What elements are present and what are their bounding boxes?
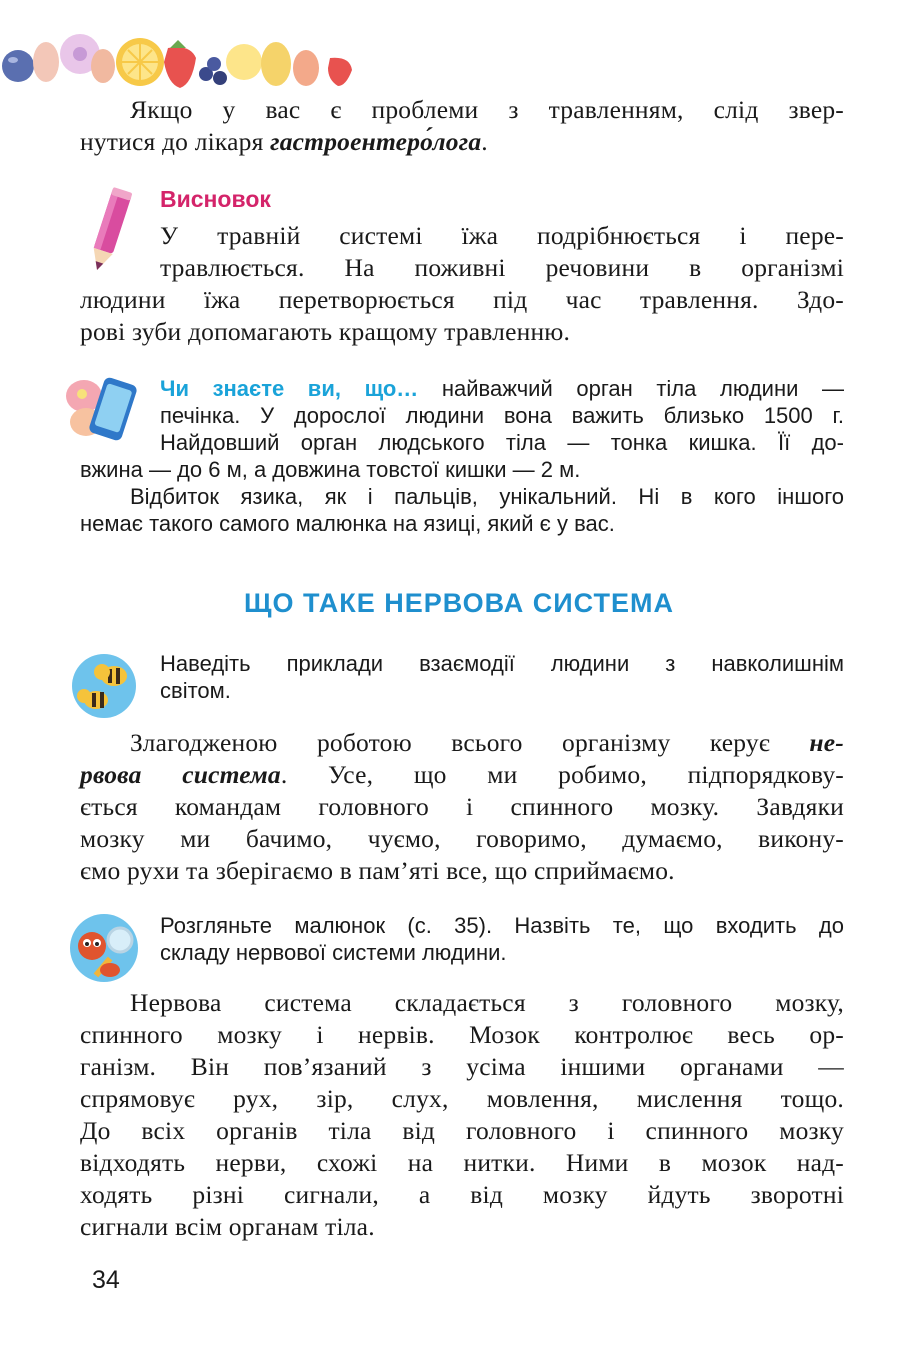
term-gastroenterologist: гастроентеро́лога: [270, 127, 482, 156]
intro-line-2: нутися до лікаря гастроентеро́лога.: [80, 127, 488, 156]
conclusion-text: [80, 220, 844, 348]
task-2: [80, 912, 844, 966]
paragraph-1-line: ється командам головного і спинного мозку. Завдяки: [80, 792, 844, 821]
paragraph-1-line: ємо рухи та зберігаємо в пам’яті все, що сприймаємо.: [80, 856, 675, 885]
did-you-know-line: вжина — до 6 м, а довжина товстої кишки — 2 м.: [80, 457, 581, 482]
did-you-know-line: Найдовший орган людського тіла — тонка кишка. Її до-: [160, 430, 844, 455]
did-you-know-line: Відбиток язика, як і пальців, унікальний. Ні в кого іншого: [130, 484, 844, 509]
did-you-know-line: печінка. У дорослої людини вона важить близько 1500 г.: [160, 403, 844, 428]
conclusion-line: травлюється. На поживні речовини в організмі: [160, 253, 844, 282]
conclusion-line: У травній системі їжа подрібнюється і пере-: [160, 221, 844, 250]
task-2-line: складу нервової системи людини.: [160, 940, 507, 965]
task-1: [80, 650, 844, 704]
paragraph-nervous-system-structure: [80, 987, 844, 1243]
intro-paragraph: [80, 94, 844, 158]
conclusion-line: людини їжа перетворюється під час травлення. Здо-: [80, 285, 844, 314]
paragraph-2-line: спинного мозку і нервів. Мозок контролює весь ор-: [80, 1020, 844, 1049]
did-you-know-lead: Чи знаєте ви, що…: [160, 376, 419, 401]
term-nervous-system-part2: рвова система: [80, 760, 281, 789]
plum-icon: [2, 50, 34, 82]
blueberries-icon: [199, 57, 227, 85]
strawberry-icon: [164, 40, 196, 88]
paragraph-2-line: ганізм. Він пов’язаний з усіма іншими органами —: [80, 1052, 844, 1081]
intro-line-1: Якщо у вас є проблеми з травленням, слід звер-: [130, 95, 844, 124]
page-number: 34: [92, 1266, 120, 1294]
strawberry-icon: [328, 58, 352, 86]
paragraph-2-line: спрямовує рух, зір, слух, мовлення, мислення тощо.: [80, 1084, 844, 1113]
paragraph-1-line: Злагодженою роботою всього організму керує не-: [130, 728, 844, 757]
paragraph-2-line: відходять нерви, схожі на нитки. Ними в мозок над-: [80, 1148, 844, 1177]
lemon-slice-icon: [226, 44, 262, 80]
pear-icon: [91, 49, 115, 83]
did-you-know-line: немає такого самого малюнка на язиці, який є у вас.: [80, 511, 615, 536]
paragraph-1-line: мозку ми бачимо, чуємо, говоримо, думаємо, викону-: [80, 824, 844, 853]
pear-icon: [33, 42, 59, 82]
fruit-border-decoration: [0, 18, 360, 88]
task-1-line: світом.: [160, 678, 231, 703]
paragraph-2-line: ходять різні сигнали, а від мозку йдуть зворотні: [80, 1180, 844, 1209]
paragraph-2-line: сигнали всім органам тіла.: [80, 1212, 375, 1241]
pear-icon: [293, 50, 319, 86]
did-you-know-line: Чи знаєте ви, що… найважчий орган тіла людини —: [160, 376, 844, 401]
paragraph-1-line: рвова система. Усе, що ми робимо, підпорядкову-: [80, 760, 844, 789]
paragraph-nervous-system-intro: [80, 727, 844, 887]
paragraph-2-line: Нервова система складається з головного мозку,: [130, 988, 844, 1017]
lemon-slice-icon: [116, 38, 164, 86]
did-you-know-block: [80, 375, 844, 537]
task-2-line: Розгляньте малюнок (с. 35). Назвіть те, що входить до: [160, 913, 844, 938]
task-1-line: Наведіть приклади взаємодії людини з навколишнім: [160, 651, 844, 676]
conclusion-heading: Висновок: [160, 186, 271, 212]
paragraph-2-line: До всіх органів тіла від головного і спинного мозку: [80, 1116, 844, 1145]
conclusion-line: рові зуби допомагають кращому травленню.: [80, 317, 571, 346]
section-title: ЩО ТАКЕ НЕРВОВА СИСТЕМА: [243, 588, 675, 618]
pear-icon: [261, 42, 291, 86]
term-nervous-system-part1: не-: [809, 728, 844, 757]
